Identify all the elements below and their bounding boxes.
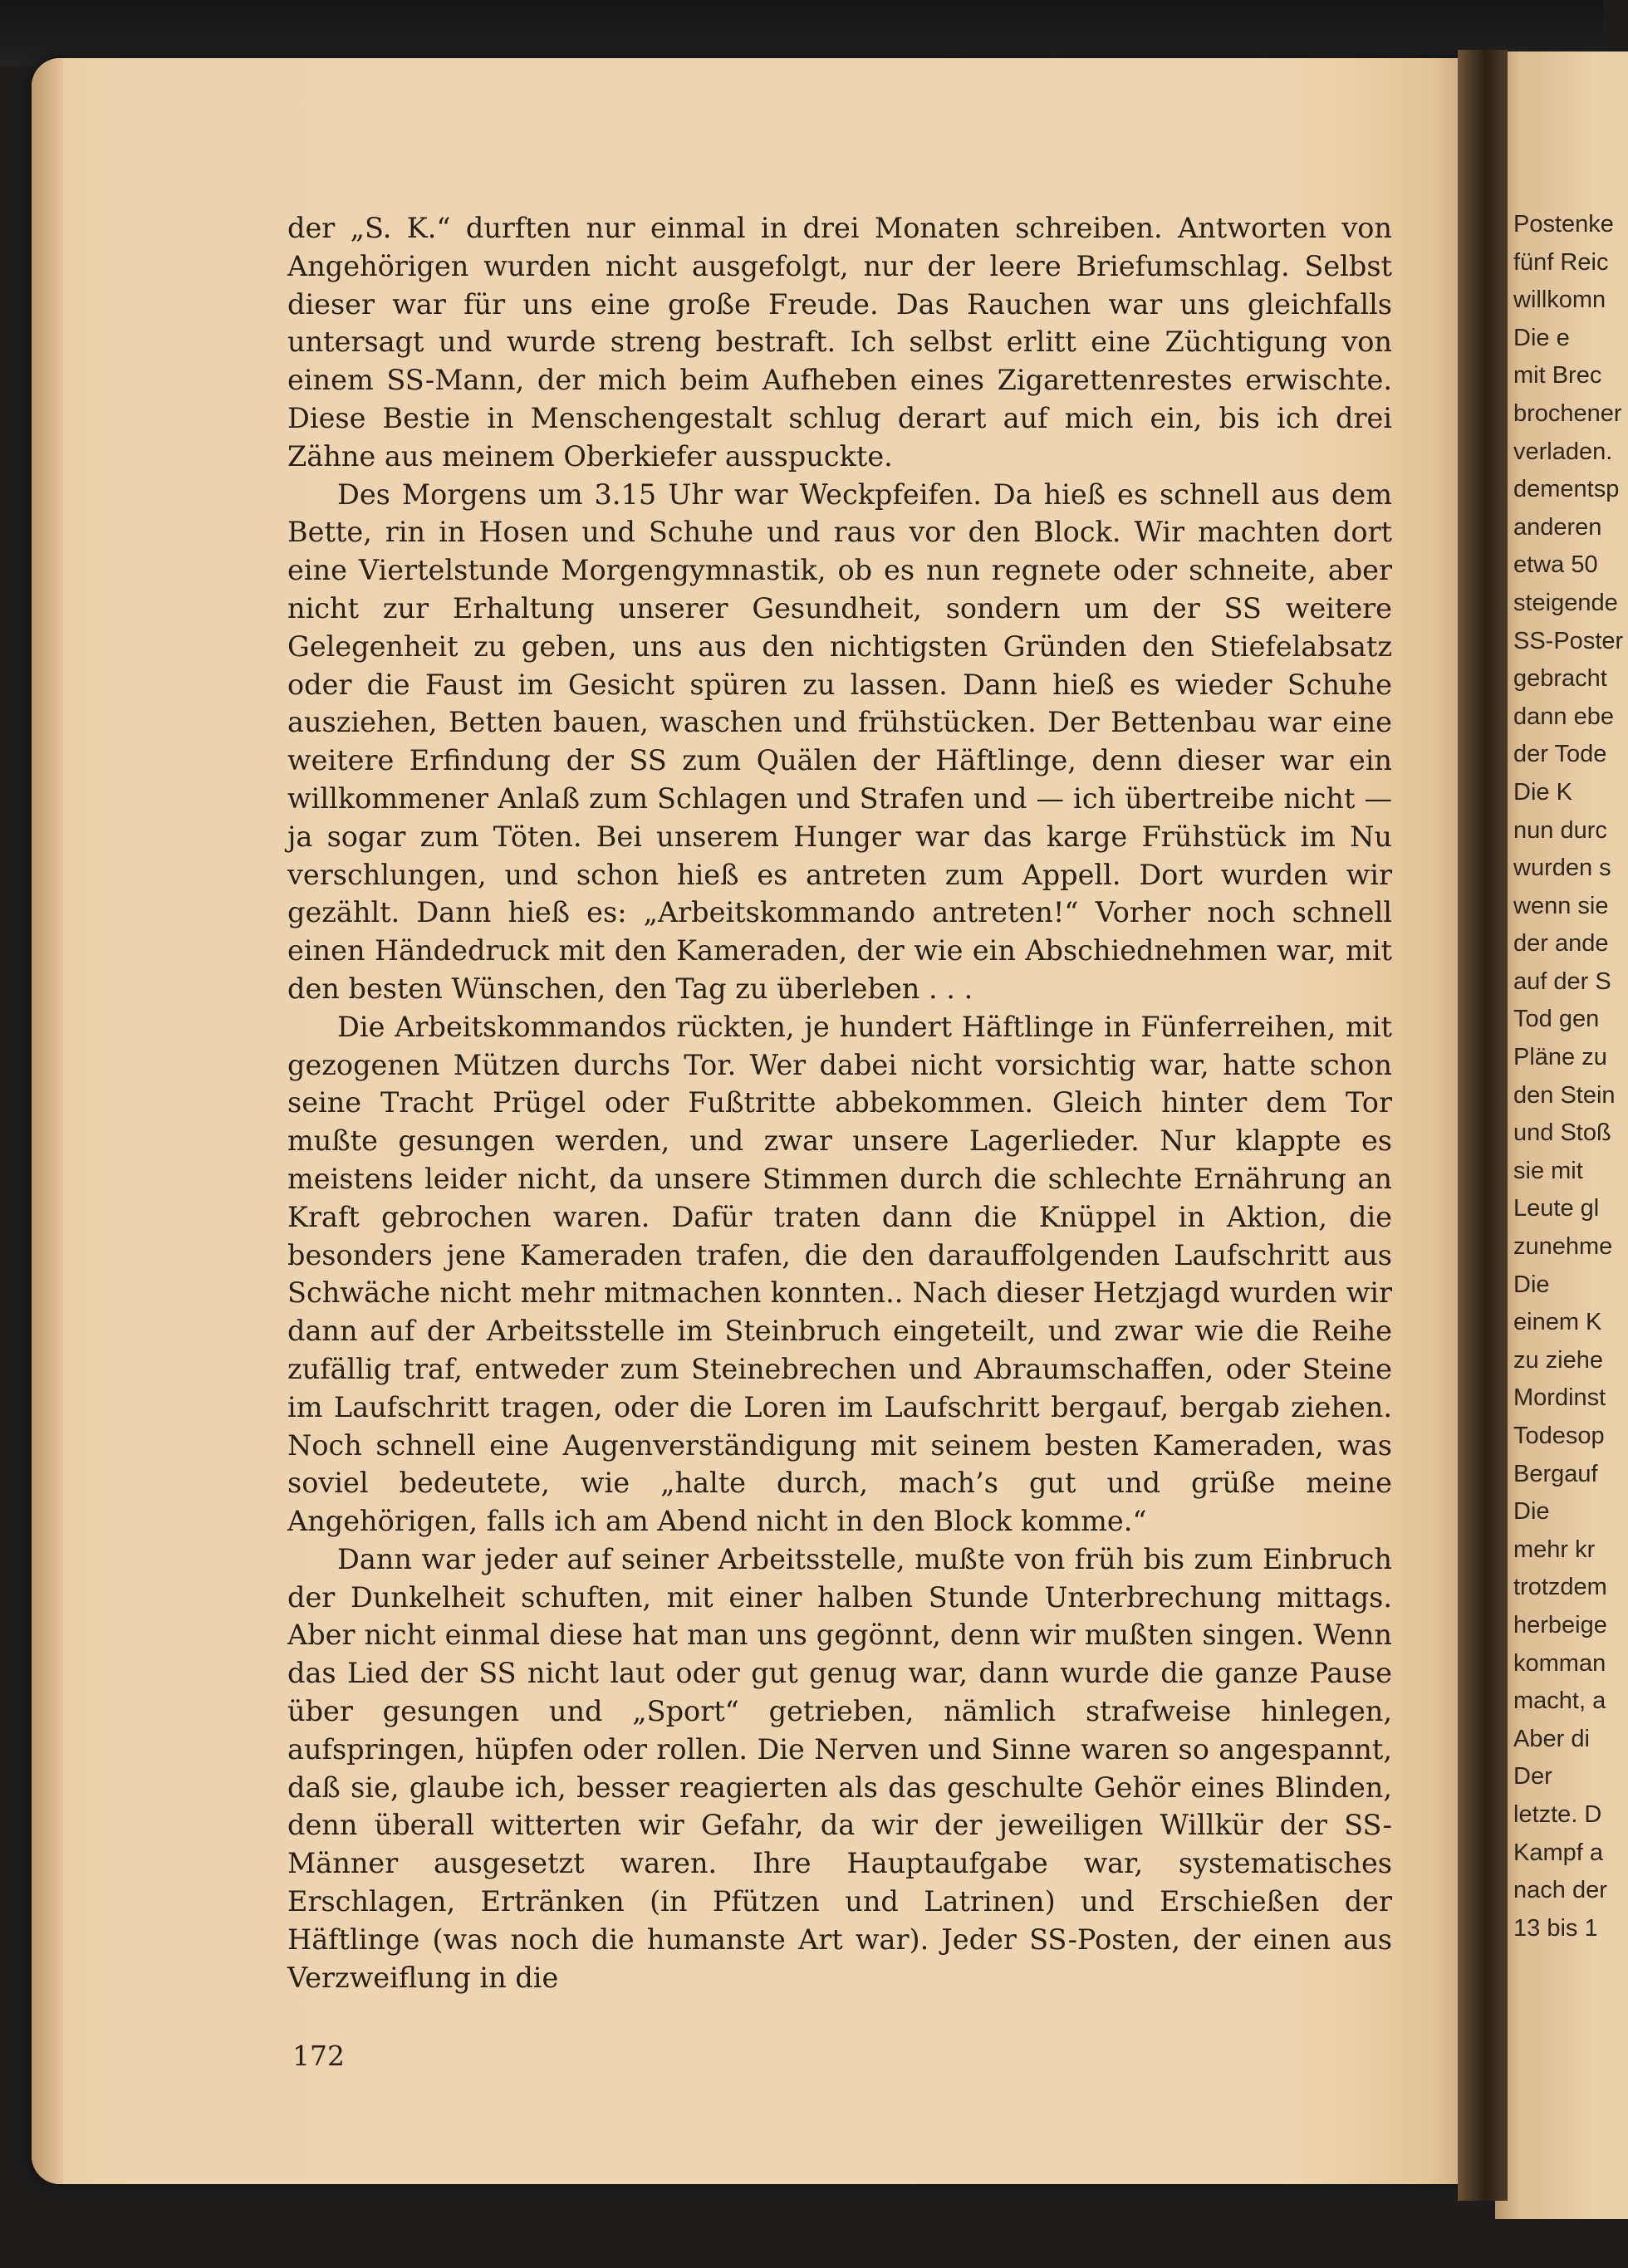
paragraph: Des Morgens um 3.15 Uhr war Weckpfeifen. Da hieß es schnell aus dem Bette, rin in Hosen und Schuhe und raus vor den Block. Wir machten dort eine Viertelstunde Morgengymnastik, ob es nun regnete oder schneite, aber nicht zur Erhaltung unserer Gesundheit, sondern um der SS weitere Gelegenheit zu geben, uns aus den nichtigsten Gründen den Stiefelabsatz oder die Faust im Gesicht spüren zu lassen. Dann hieß es wieder Schuhe ausziehen, Betten bauen, waschen und frühstücken. Der Bettenbau war eine weitere Erfindung der SS zum Quälen der Häftlinge, denn dieser war ein willkommener Anlaß zum Schlagen und Strafen und — ich übertreibe nicht — ja sogar zum Töten. Bei unserem Hunger war das karge Frühstück im Nu verschlungen, und schon hieß es antreten zum Appell. Dort wurden wir gezählt. Dann hieß es: „Arbeitskommando antreten!“ Vorher noch schnell einen Händedruck mit den Kameraden, der wie ein Abschiednehmen war, mit den besten Wünschen, den Tag zu überleben . . . [287, 478, 1392, 1005]
right-line: willkomn [1513, 287, 1606, 314]
right-line: etwa 50 [1513, 551, 1598, 579]
right-line: der Tode [1513, 741, 1607, 768]
right-line: dann ebe [1513, 703, 1614, 730]
right-line: einem K [1513, 1309, 1602, 1336]
right-line: wenn sie [1513, 892, 1609, 919]
right-line: dementsp [1513, 476, 1620, 503]
paragraph: der „S. K.“ durften nur einmal in drei Monaten schreiben. Antworten von Angehörigen wurden nicht ausgefolgt, nur der leere Briefumschlag. Selbst dieser war für uns eine große Freude. Das Rauchen war uns gleichfalls untersagt und wurde streng bestraft. Ich selbst erlitt eine Züchtigung von einem SS-Mann, der mich beim Aufheben eines Zigarettenrestes erwischte. Diese Bestie in Menschengestalt schlug derart auf mich ein, bis ich drei Zähne aus meinem Oberkiefer ausspuckte. [287, 212, 1392, 473]
right-line: anderen [1513, 513, 1602, 541]
book-gutter [1458, 50, 1508, 2201]
right-line: mehr kr [1513, 1536, 1596, 1563]
paragraph: Dann war jeder auf seiner Arbeitsstelle, mußte von früh bis zum Einbruch der Dunkelheit schuften, mit einer halben Stunde Unterbrechung mittags. Aber nicht einmal diese hat man uns gegönnt, denn wir mußten singen. Wenn das Lied der SS nicht laut oder gut genug war, dann wurde die ganze Pause über gesungen und „Sport“ getrieben, nämlich strafweise hinlegen, aufspringen, hüpfen oder rollen. Die Nerven und Sinne waren so angespannt, daß sie, glaube ich, besser reagierten als das geschulte Gehör eines Blinden, denn überall witterten wir Gefahr, da wir der jeweiligen Willkür der SS-Männer ausgesetzt waren. Ihre Hauptaufgabe war, systematisches Erschlagen, Ertränken (in Pfützen und Latrinen) und Erschießen der Häftlinge (was noch die humanste Art war). Jeder SS-Posten, der einen aus Verzweiflung in die [287, 1542, 1392, 1994]
right-line: zu ziehe [1513, 1346, 1604, 1374]
right-line: sie mit [1513, 1157, 1583, 1184]
right-line: letzte. D [1513, 1800, 1602, 1828]
right-line: fünf Reic [1513, 248, 1609, 276]
right-line: gebracht [1513, 665, 1607, 693]
right-line: der ande [1513, 930, 1609, 958]
right-line: Die [1513, 1498, 1550, 1526]
right-line: Tod gen [1513, 1006, 1600, 1033]
right-line: Postenke [1513, 211, 1614, 238]
right-line: Die e [1513, 324, 1570, 351]
right-line: mit Brec [1513, 362, 1602, 389]
right-line: herbeige [1513, 1611, 1607, 1639]
right-line: Pläne zu [1513, 1044, 1607, 1071]
right-line: den Stein [1513, 1081, 1616, 1109]
right-line: Mordinst [1513, 1384, 1606, 1412]
paragraph: Die Arbeitskommandos rückten, je hundert Häftlinge in Fünferreihen, mit gezogenen Mützen durchs Tor. Wer dabei nicht vorsichtig war, hatte schon seine Tracht Prügel oder Fußtritte abbekommen. Gleich hinter dem Tor mußte gesungen werden, und zwar unsere Lagerlieder. Nur klappte es meistens leider nicht, da unsere Stimmen durch die schlechte Ernährung an Kraft gebrochen waren. Dafür traten dann die Knüppel in Aktion, die besonders jene Kameraden trafen, die den darauffolgenden Laufschritt aus Schwäche nicht mehr mitmachen konnten.. Nach dieser Hetzjagd wurden wir dann auf der Arbeitsstelle im Steinbruch eingeteilt, und zwar wie die Reihe zufällig traf, entweder zum Steinebrechen und Abraumschaffen, oder Steine im Laufschritt tragen, oder die Loren im Laufschritt bergauf, bergab ziehen. Noch schnell eine Augenverständigung mit seinem besten Kameraden, was soviel bedeutete, wie „halte durch, mach’s gut und grüße meine Angehörigen, falls ich am Abend nicht in den Block komme.“ [287, 1010, 1392, 1538]
right-line: auf der S [1513, 967, 1611, 995]
right-line: wurden s [1513, 855, 1611, 882]
right-line: verladen. [1513, 438, 1613, 465]
right-line: Bergauf [1513, 1460, 1598, 1487]
right-line: Todesop [1513, 1423, 1605, 1449]
right-line: Der [1513, 1763, 1552, 1790]
right-line: Kampf a [1513, 1839, 1603, 1866]
page-edge [32, 58, 63, 2184]
right-line: nach der [1513, 1877, 1607, 1904]
body-text [287, 209, 1392, 1996]
right-line: und Stoß [1513, 1119, 1611, 1147]
background [0, 0, 1603, 66]
right-line: steigende [1513, 589, 1618, 616]
right-line: trotzdem [1513, 1574, 1607, 1601]
page-number: 172 [292, 2040, 345, 2072]
right-line: brochener [1513, 399, 1622, 427]
right-line: Leute gl [1513, 1195, 1600, 1222]
right-line: Die [1513, 1271, 1550, 1298]
right-line: zunehme [1513, 1233, 1613, 1261]
right-line: Aber di [1513, 1725, 1590, 1752]
right-line: Die K [1513, 778, 1572, 806]
right-page-text [1513, 206, 1624, 1947]
right-line: 13 bis 1 [1513, 1914, 1598, 1942]
right-line: nun durc [1513, 816, 1607, 844]
right-line: SS-Poster [1513, 627, 1624, 654]
right-line: komman [1513, 1649, 1606, 1677]
right-line: macht, a [1513, 1688, 1606, 1715]
